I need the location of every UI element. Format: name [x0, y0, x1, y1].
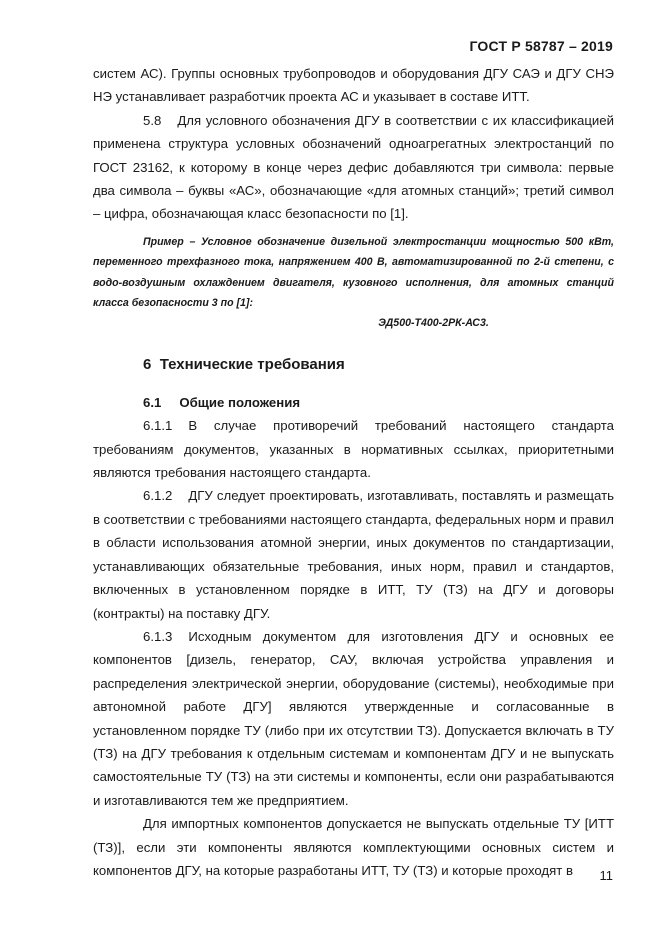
clause-text: ДГУ следует проектировать, изготавливать, поставлять и размещать в соответствии с требованиями настоящего стандарта, федеральных норм и правил в области использования атомной энергии, иных документов по стандартизации, устанавливающих обязательные требования, иных норм, правил и стандартов, включенных в установленном порядке в ИТТ, ТУ (ТЗ) на ДГУ и договоры (контракты) на поставку ДГУ. [93, 488, 614, 621]
import-components-paragraph: Для импортных компонентов допускается не выпускать отдельные ТУ [ИТТ (ТЗ)], если эти компоненты являются комплектующими основных систем и компонентов ДГУ, на которые разработаны ИТТ, ТУ (ТЗ) и которые проходят в [93, 816, 614, 878]
clause-text: Исходным документом для изготовления ДГУ и основных ее компонентов [дизель, генератор, САУ, включая устройства управления и распределения электрической энергии, оборудование (системы), необходимые при автономной работе ДГУ] являются утвержденные и согласованные в установленном порядке ТУ (либо при их отсутствии ТЗ). Допускается включать в ТУ (ТЗ) на ДГУ требования к отдельным системам и компонентам ДГУ и не выпускать самостоятельные ТУ (ТЗ) на эти системы и компоненты, если они разрабатываются и изготавливаются тем же предприятием. [93, 628, 614, 808]
clause-6-1-2 [93, 484, 614, 624]
clause-text: В случае противоречий требований настоящего стандарта требованиям документов, указанных в нормативных ссылках, приоритетными являются требования настоящего стандарта. [93, 418, 614, 481]
section-title: Технические требования [159, 355, 345, 373]
clause-5-8 [93, 109, 614, 226]
section-heading [143, 352, 614, 378]
clause-6-1-3 [93, 625, 614, 812]
clause-number: 5.8 [143, 112, 162, 128]
subsection-number: 6.1 [143, 394, 162, 410]
example-note: Пример – Условное обозначение дизельной электростанции мощностью 500 кВт, переменного трехфазного тока, напряжением 400 В, автоматизированной по 2-й степени, с водо-воздушным охлаждением двигателя, кузовного исполнения, для атомных станций класса безопасности 3 по [1]: [93, 235, 614, 310]
clause-number: 6.1.2 [143, 488, 173, 504]
clause-number: 6.1.1 [143, 418, 173, 434]
clause-number: 6.1.3 [143, 628, 173, 644]
standard-header: ГОСТ Р 58787 – 2019 [469, 38, 613, 54]
section-number: 6 [143, 355, 152, 373]
document-body [93, 62, 614, 882]
page-number: 11 [599, 868, 613, 883]
clause-6-1-1 [93, 414, 614, 484]
subsection-title: Общие положения [179, 394, 301, 410]
clause-text: Для условного обозначения ДГУ в соответствии с их классификацией применена структура условных обозначений одноагрегатных электростанций по ГОСТ 23162, к которому в конце через дефис добавляются три символа: первые два символа – буквы «АС», обозначающие «для атомных станций»; третий символ – цифра, обозначающая класс безопасности по [1]. [93, 112, 614, 222]
intro-paragraph: систем АС). Группы основных трубопроводов и оборудования ДГУ САЭ и ДГУ СНЭ НЭ устанавливает разработчик проекта АС и указывает в составе ИТТ. [93, 66, 614, 105]
subsection-heading [143, 391, 614, 414]
example-formula: ЭД500-Т400-2РК-АС3. [378, 316, 489, 329]
